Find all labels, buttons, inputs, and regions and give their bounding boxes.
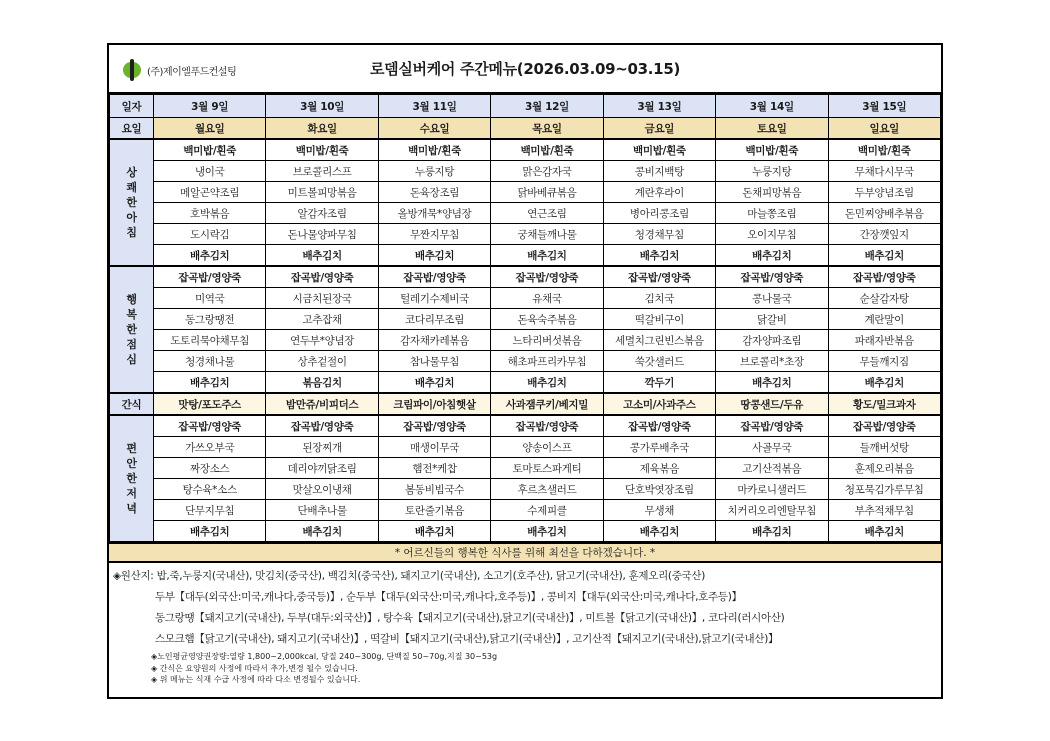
snack-cell: 사과잼쿠키/베지밀	[491, 393, 603, 415]
menu-item: 연두부*양념장	[266, 330, 378, 351]
menu-item: 브로콜리스프	[266, 161, 378, 182]
menu-item: 도시락김	[154, 224, 266, 245]
menu-item: 돈민찌양배추볶음	[828, 203, 940, 224]
menu-item: 단배추나물	[266, 500, 378, 521]
menu-item: 해초파프리카무침	[491, 351, 603, 372]
menu-item: 배추김치	[266, 245, 378, 267]
menu-item: 백미밥/흰죽	[603, 139, 715, 161]
menu-item: 동그랑땡전	[154, 309, 266, 330]
menu-item: 브로콜리*초장	[716, 351, 828, 372]
menu-item: 배추김치	[603, 521, 715, 542]
menu-item: 궁채들깨나물	[491, 224, 603, 245]
menu-item: 돈육장조림	[378, 182, 490, 203]
menu-item: 배추김치	[491, 245, 603, 267]
menu-item: 탕수육*소스	[154, 479, 266, 500]
lunch-row	[110, 266, 941, 288]
menu-item: 마카로니샐러드	[716, 479, 828, 500]
menu-item: 가쓰오부국	[154, 437, 266, 458]
menu-item: 햄전*케찹	[378, 458, 490, 479]
menu-item: 청경채나물	[154, 351, 266, 372]
weekday-cell: 일요일	[828, 118, 940, 140]
menu-item: 배추김치	[716, 521, 828, 542]
menu-item: 잡곡밥/영양죽	[603, 266, 715, 288]
menu-item: 무채다시무국	[828, 161, 940, 182]
menu-item: 배추김치	[828, 521, 940, 542]
menu-item: 잡곡밥/영양죽	[266, 415, 378, 437]
lunch-row	[110, 372, 941, 394]
menu-item: 누룽지탕	[378, 161, 490, 182]
menu-item: 상추겉절이	[266, 351, 378, 372]
menu-item: 무들깨지짐	[828, 351, 940, 372]
breakfast-row	[110, 203, 941, 224]
menu-item: 잡곡밥/영양죽	[716, 415, 828, 437]
breakfast-row	[110, 139, 941, 161]
menu-item: 세멸치그린빈스볶음	[603, 330, 715, 351]
menu-item: 배추김치	[378, 372, 490, 394]
menu-item: 파래자반볶음	[828, 330, 940, 351]
menu-item: 떡갈비구이	[603, 309, 715, 330]
menu-item: 데리야끼닭조림	[266, 458, 378, 479]
weekday-cell: 금요일	[603, 118, 715, 140]
date-cell: 3월 15일	[828, 95, 940, 118]
snack-label: 간식	[110, 393, 154, 415]
menu-item: 잡곡밥/영양죽	[603, 415, 715, 437]
breakfast-label: 상 쾌 한 아 침	[110, 139, 154, 266]
snack-cell: 땅콩샌드/두유	[716, 393, 828, 415]
weekday-cell: 화요일	[266, 118, 378, 140]
menu-item: 참나물무침	[378, 351, 490, 372]
menu-item: 청포묵김가루무침	[828, 479, 940, 500]
menu-item: 깍두기	[603, 372, 715, 394]
menu-item: 김치국	[603, 288, 715, 309]
menu-item: 배추김치	[491, 521, 603, 542]
menu-item: 백미밥/흰죽	[378, 139, 490, 161]
origin-line: 동그랑땡【돼지고기(국내산), 두부(대두:외국산)】, 탕수육【돼지고기(국내산),닭고기(국내산)】, 미트볼【닭고기(국내산)】, 코다리(러시아산)	[155, 612, 785, 624]
menu-item: 토마토스파게티	[491, 458, 603, 479]
weekday-row	[110, 118, 941, 140]
menu-item: 마늘쫑조림	[716, 203, 828, 224]
date-row	[110, 95, 941, 118]
menu-item: 닭바베큐볶음	[491, 182, 603, 203]
weekday-cell: 목요일	[491, 118, 603, 140]
menu-item: 사골무국	[716, 437, 828, 458]
date-cell: 3월 10일	[266, 95, 378, 118]
dinner-row	[110, 479, 941, 500]
date-cell: 3월 13일	[603, 95, 715, 118]
breakfast-row	[110, 245, 941, 267]
menu-item: 배추김치	[828, 245, 940, 267]
company-name: (주)제이엘푸드컨설팅	[147, 66, 237, 78]
lunch-row	[110, 288, 941, 309]
menu-item: 배추김치	[154, 245, 266, 267]
menu-item: 백미밥/흰죽	[716, 139, 828, 161]
menu-item: 잡곡밥/영양죽	[378, 415, 490, 437]
menu-item: 양송이스프	[491, 437, 603, 458]
note-line: ◈ 간식은 요양원의 사정에 따라서 추가,변경 될수 있습니다.	[151, 663, 358, 673]
date-cell: 3월 9일	[154, 95, 266, 118]
menu-item: 단무지무침	[154, 500, 266, 521]
snack-cell: 맛탕/포도주스	[154, 393, 266, 415]
breakfast-row	[110, 161, 941, 182]
menu-item: 돈채피망볶음	[716, 182, 828, 203]
menu-item: 백미밥/흰죽	[154, 139, 266, 161]
snack-row	[110, 393, 941, 415]
date-cell: 3월 14일	[716, 95, 828, 118]
menu-item: 배추김치	[716, 372, 828, 394]
snack-cell: 고소미/사과주스	[603, 393, 715, 415]
menu-item: 치커리오리엔탈무침	[716, 500, 828, 521]
menu-item: 배추김치	[603, 245, 715, 267]
notes	[109, 651, 941, 686]
menu-item: 백미밥/흰죽	[266, 139, 378, 161]
menu-item: 제육볶음	[603, 458, 715, 479]
menu-item: 된장찌개	[266, 437, 378, 458]
menu-item: 계란말이	[828, 309, 940, 330]
menu-item: 단호박엿장조림	[603, 479, 715, 500]
breakfast-row	[110, 224, 941, 245]
menu-item: 잡곡밥/영양죽	[154, 415, 266, 437]
weekday-cell: 월요일	[154, 118, 266, 140]
page-title: 로뎀실버케어 주간메뉴(2026.03.09~03.15)	[369, 60, 681, 78]
menu-item: 백미밥/흰죽	[491, 139, 603, 161]
menu-item: 배추김치	[716, 245, 828, 267]
snack-cell: 크림파이/아침햇살	[378, 393, 490, 415]
date-cell: 3월 11일	[378, 95, 490, 118]
menu-item: 털레기수제비국	[378, 288, 490, 309]
menu-item: 배추김치	[828, 372, 940, 394]
menu-item: 미역국	[154, 288, 266, 309]
menu-item: 순살감자탕	[828, 288, 940, 309]
notice-banner: * 어르신들의 행복한 식사를 위해 최선을 다하겠습니다. *	[109, 542, 941, 563]
menu-item: 쑥갓샐러드	[603, 351, 715, 372]
menu-item: 수제피클	[491, 500, 603, 521]
menu-item: 누룽지탕	[716, 161, 828, 182]
menu-item: 맛살오이냉채	[266, 479, 378, 500]
menu-item: 볶음김치	[266, 372, 378, 394]
menu-item: 코다리무조림	[378, 309, 490, 330]
breakfast-row	[110, 182, 941, 203]
origin-line: 두부【대두(외국산:미국,캐나다,중국등)】, 순두부【대두(외국산:미국,캐나다,호주등)】, 콩비지【대두(외국산:미국,캐나다,호주등)】	[155, 591, 742, 603]
menu-item: 고추잡채	[266, 309, 378, 330]
menu-item: 유채국	[491, 288, 603, 309]
menu-item: 잡곡밥/영양죽	[378, 266, 490, 288]
menu-item: 돈나물양파무침	[266, 224, 378, 245]
menu-table	[109, 94, 941, 542]
menu-item: 훈제오리볶음	[828, 458, 940, 479]
menu-item: 잡곡밥/영양죽	[716, 266, 828, 288]
dinner-row	[110, 521, 941, 542]
menu-item: 느타리버섯볶음	[491, 330, 603, 351]
menu-item: 계란후라이	[603, 182, 715, 203]
menu-item: 메알곤약조림	[154, 182, 266, 203]
menu-item: 냉이국	[154, 161, 266, 182]
menu-item: 오이지무침	[716, 224, 828, 245]
menu-item: 미트볼피망볶음	[266, 182, 378, 203]
menu-item: 호박볶음	[154, 203, 266, 224]
menu-item: 돈육숙주볶음	[491, 309, 603, 330]
menu-item: 잡곡밥/영양죽	[266, 266, 378, 288]
menu-item: 배추김치	[154, 372, 266, 394]
title-row	[109, 45, 941, 94]
menu-item: 청경채무침	[603, 224, 715, 245]
menu-item: 간장깻잎지	[828, 224, 940, 245]
snack-cell: 밤만쥬/비피더스	[266, 393, 378, 415]
menu-item: 시금치된장국	[266, 288, 378, 309]
weekly-menu-sheet	[107, 43, 943, 699]
menu-item: 닭갈비	[716, 309, 828, 330]
weekday-cell: 수요일	[378, 118, 490, 140]
menu-item: 콩가루배추국	[603, 437, 715, 458]
menu-item: 무짠지무침	[378, 224, 490, 245]
menu-item: 연근조림	[491, 203, 603, 224]
menu-item: 알감자조림	[266, 203, 378, 224]
snack-cell: 황도/밀크과자	[828, 393, 940, 415]
menu-item: 병아리콩조림	[603, 203, 715, 224]
menu-item: 올방개묵*양념장	[378, 203, 490, 224]
menu-item: 콩비지백탕	[603, 161, 715, 182]
dinner-label: 편 안 한 저 녁	[110, 415, 154, 542]
menu-item: 두부양념조림	[828, 182, 940, 203]
menu-item: 짜장소스	[154, 458, 266, 479]
menu-item: 배추김치	[266, 521, 378, 542]
menu-item: 후르츠샐러드	[491, 479, 603, 500]
menu-item: 봄동비빔국수	[378, 479, 490, 500]
origin-line: ◈원산지: 밥,죽,누룽지(국내산), 맛김치(중국산), 백김치(중국산), 돼지고기(국내산), 소고기(호주산), 닭고기(국내산), 훈제오리(중국산)	[113, 570, 706, 582]
menu-item: 잡곡밥/영양죽	[491, 266, 603, 288]
note-line: ◈노인평균영양권장량:열량 1,800~2,000kcal, 당질 240~300g, 단백질 50~70g,지질 30~53g	[151, 652, 498, 661]
menu-item: 배추김치	[378, 245, 490, 267]
menu-item: 잡곡밥/영양죽	[154, 266, 266, 288]
lunch-row	[110, 351, 941, 372]
menu-item: 배추김치	[154, 521, 266, 542]
note-line: ◈ 위 메뉴는 식재 수급 사정에 따라 다소 변경될수 있습니다.	[151, 675, 361, 684]
menu-item: 잡곡밥/영양죽	[828, 266, 940, 288]
menu-item: 감자채카레볶음	[378, 330, 490, 351]
dinner-row	[110, 415, 941, 437]
menu-item: 배추김치	[378, 521, 490, 542]
date-label: 일자	[110, 95, 154, 118]
menu-item: 매생이무국	[378, 437, 490, 458]
menu-item: 잡곡밥/영양죽	[828, 415, 940, 437]
menu-item: 토란줄기볶음	[378, 500, 490, 521]
weekday-label: 요일	[110, 118, 154, 140]
dinner-row	[110, 437, 941, 458]
dinner-row	[110, 458, 941, 479]
lunch-label: 행 복 한 점 심	[110, 266, 154, 393]
menu-item: 고기산적볶음	[716, 458, 828, 479]
menu-item: 맑은감자국	[491, 161, 603, 182]
menu-item: 들깨버섯탕	[828, 437, 940, 458]
weekday-cell: 토요일	[716, 118, 828, 140]
menu-item: 도토리묵야채무침	[154, 330, 266, 351]
lunch-row	[110, 309, 941, 330]
dinner-row	[110, 500, 941, 521]
menu-item: 잡곡밥/영양죽	[491, 415, 603, 437]
origin-info	[109, 563, 941, 653]
menu-item: 감자양파조림	[716, 330, 828, 351]
lunch-row	[110, 330, 941, 351]
menu-item: 배추김치	[491, 372, 603, 394]
menu-item: 부추적채무침	[828, 500, 940, 521]
origin-line: 스모크햄【닭고기(국내산), 돼지고기(국내산)】, 떡갈비【돼지고기(국내산),닭고기(국내산)】, 고기산적【돼지고기(국내산),닭고기(국내산)】	[155, 633, 779, 645]
menu-item: 무생채	[603, 500, 715, 521]
menu-item: 콩나물국	[716, 288, 828, 309]
date-cell: 3월 12일	[491, 95, 603, 118]
menu-item: 백미밥/흰죽	[828, 139, 940, 161]
